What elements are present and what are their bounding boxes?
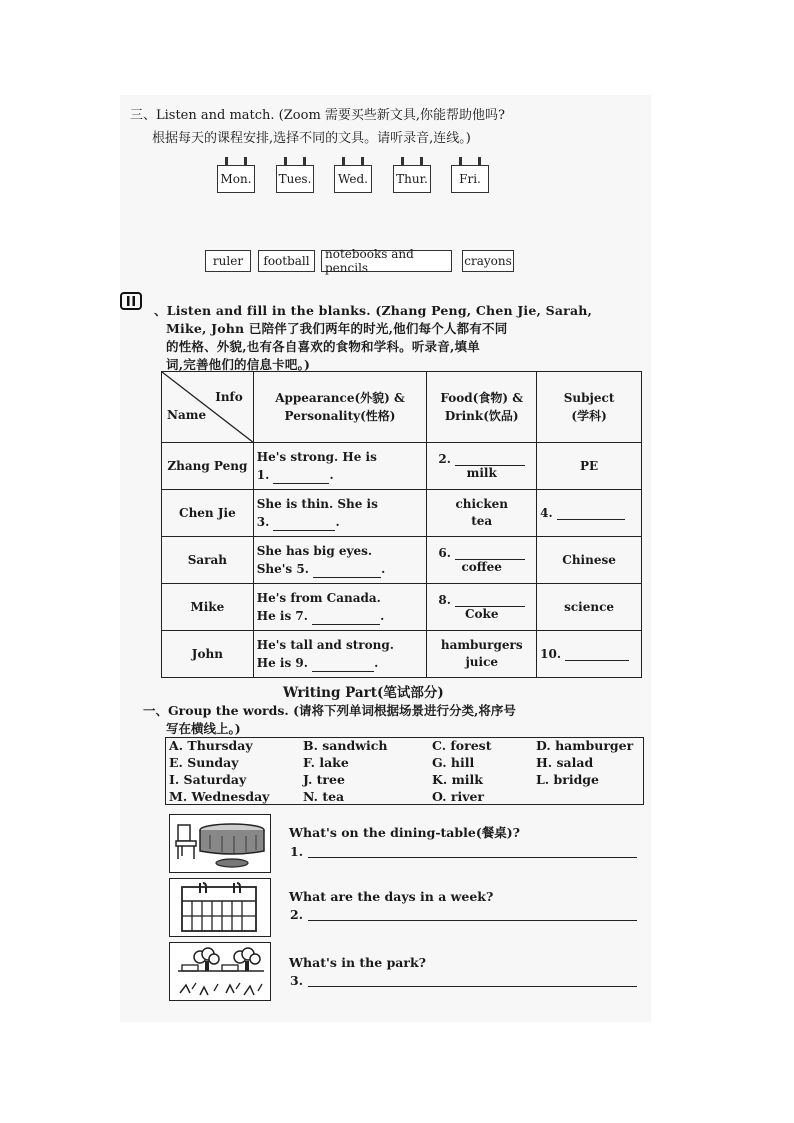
header-appearance-cell (253, 372, 427, 443)
food-line1: 6. (438, 546, 451, 560)
header-subject-cn: (学科) (571, 409, 607, 423)
appearance-line1: He's strong. He is (256, 450, 377, 464)
answer-number: 2. (290, 907, 304, 922)
appearance-line1: He's from Canada. (256, 591, 381, 605)
row-subject: science (537, 584, 642, 631)
header-personality: Personality(性格) (284, 409, 396, 423)
day-label: Fri. (451, 165, 489, 193)
day-label: Mon. (217, 165, 255, 193)
word-item: M. Wednesday (169, 789, 270, 804)
word-item: D. hamburger (536, 738, 634, 753)
row-name: Zhang Peng (162, 443, 254, 490)
word-item: H. salad (536, 755, 594, 770)
row-food-cell (427, 490, 537, 537)
header-appearance: Appearance(外貌) & (275, 391, 405, 405)
word-item: O. river (432, 789, 484, 804)
section-number-icon (120, 292, 142, 310)
food-line1: 8. (438, 593, 451, 607)
row-name: Sarah (162, 537, 254, 584)
word-item: A. Thursday (169, 738, 253, 753)
row-subject: PE (537, 443, 642, 490)
row-appearance-cell: He's tall and strong. He is 9. . (253, 631, 427, 678)
word-item: F. lake (303, 755, 349, 770)
appearance-line2: 1. (256, 468, 270, 482)
header-info-name-cell (162, 372, 254, 443)
answer-underline (308, 920, 637, 921)
answer-blank-1[interactable] (273, 483, 329, 484)
row-appearance-cell: She has big eyes. She's 5. . (253, 537, 427, 584)
day-label: Tues. (276, 165, 314, 193)
row-subject-cell (537, 631, 642, 678)
day-card-tues[interactable] (276, 157, 314, 193)
answer-number: 1. (290, 844, 304, 859)
row-appearance-cell: He's strong. He is 1. . (253, 443, 427, 490)
word-item: K. milk (432, 772, 483, 787)
row-appearance-cell: He's from Canada. He is 7. . (253, 584, 427, 631)
day-card-fri[interactable] (451, 157, 489, 193)
row-name: Mike (162, 584, 254, 631)
food-line2: Coke (464, 607, 499, 621)
appearance-line2: He is 9. (256, 656, 308, 670)
calendar-icon (170, 879, 270, 936)
header-food: Food(食物) & (440, 391, 524, 405)
answer-underline (308, 857, 637, 858)
answer-underline (308, 986, 637, 987)
table-header-row (162, 372, 642, 443)
word-item: G. hill (432, 755, 475, 770)
day-card-thur[interactable] (393, 157, 431, 193)
diagonal-divider-icon (162, 372, 253, 442)
park-icon (170, 943, 270, 1000)
answer-number: 3. (290, 973, 304, 988)
row-subject: 4. (540, 506, 553, 520)
answer-blank-4[interactable] (557, 519, 625, 520)
item-football[interactable]: football (258, 250, 315, 272)
park-picture (169, 942, 271, 1001)
writing-part-title: Writing Part(笔试部分) (283, 685, 444, 701)
section4-instruction-line2: Mike, John 已陪伴了我们两年的时光,他们每个人都有不同 (166, 321, 508, 336)
answer-blank-9[interactable] (312, 671, 374, 672)
row-food-cell (427, 631, 537, 678)
header-name: Name (167, 408, 207, 422)
row-subject: 10. (540, 647, 562, 661)
row-subject-cell (537, 490, 642, 537)
table-row (162, 584, 642, 631)
appearance-line1: She is thin. She is (256, 497, 378, 511)
info-card-table (161, 371, 642, 678)
food-line2: juice (465, 655, 499, 669)
word-item: B. sandwich (303, 738, 388, 753)
table-row (162, 490, 642, 537)
row-name: John (162, 631, 254, 678)
answer-blank-7[interactable] (312, 624, 380, 625)
item-ruler[interactable]: ruler (205, 250, 251, 272)
header-drink: Drink(饮品) (444, 409, 519, 423)
answer-line-2[interactable] (290, 907, 303, 922)
dining-table-icon (170, 815, 270, 872)
appearance-line2: She's 5. (256, 562, 309, 576)
section3-instruction-line2: 根据每天的课程安排,选择不同的文具。请听录音,连线。) (152, 131, 471, 146)
word-item: N. tea (303, 789, 345, 804)
dining-table-picture (169, 814, 271, 873)
header-food-cell (427, 372, 537, 443)
food-line1: hamburgers (440, 638, 523, 652)
answer-line-1[interactable] (290, 844, 303, 859)
question-1-text: What's on the dining-table(餐桌)? (289, 825, 520, 840)
question-2-text: What are the days in a week? (289, 889, 494, 904)
question-3-text: What's in the park? (289, 955, 426, 970)
day-card-wed[interactable] (334, 157, 372, 193)
row-appearance-cell: She is thin. She is 3. . (253, 490, 427, 537)
answer-blank-10[interactable] (565, 660, 629, 661)
row-food-cell (427, 537, 537, 584)
section3-instruction-line1: 三、Listen and match. (Zoom 需要买些新文具,你能帮助他吗? (130, 108, 506, 123)
row-food-cell (427, 584, 537, 631)
food-line2: coffee (461, 560, 502, 574)
group-words-instruction-line2: 写在横线上。) (166, 721, 241, 736)
word-bank (165, 737, 644, 805)
answer-blank-5[interactable] (313, 577, 381, 578)
section4-instruction-line3: 的性格、外貌,也有各自喜欢的食物和学科。听录音,填单 (166, 339, 480, 354)
word-item: E. Sunday (169, 755, 239, 770)
day-label: Thur. (393, 165, 431, 193)
day-card-mon[interactable] (217, 157, 255, 193)
answer-blank-3[interactable] (273, 530, 335, 531)
appearance-line2: He is 7. (256, 609, 308, 623)
appearance-line1: He's tall and strong. (256, 638, 394, 652)
calendar-picture (169, 878, 271, 937)
section4-instruction-line4: 词,完善他们的信息卡吧。) (166, 357, 311, 372)
table-row (162, 631, 642, 678)
word-item: L. bridge (536, 772, 600, 787)
header-subject: Subject (563, 391, 615, 405)
item-notebooks-pencils[interactable]: notebooks and pencils (321, 250, 452, 272)
day-label: Wed. (334, 165, 372, 193)
header-info: Info (215, 390, 243, 404)
header-subject-cell (537, 372, 642, 443)
row-subject: Chinese (537, 537, 642, 584)
answer-line-3[interactable] (290, 973, 303, 988)
section4-instruction-line1: 、Listen and fill in the blanks. (Zhang Peng, Chen Jie, Sarah, (154, 303, 593, 318)
food-line1: 2. (438, 452, 451, 466)
word-item: I. Saturday (169, 772, 247, 787)
food-line1: chicken (455, 497, 509, 511)
word-item: J. tree (303, 772, 345, 787)
table-row (162, 537, 642, 584)
food-line2: milk (466, 466, 497, 480)
food-line2: tea (471, 514, 493, 528)
group-words-instruction-line1: 一、Group the words. (请将下列单词根据场景进行分类,将序号 (143, 703, 516, 718)
appearance-line2: 3. (256, 515, 270, 529)
word-item: C. forest (432, 738, 492, 753)
row-name: Chen Jie (162, 490, 254, 537)
item-crayons[interactable]: crayons (462, 250, 514, 272)
appearance-line1: She has big eyes. (256, 544, 373, 558)
table-row (162, 443, 642, 490)
row-food-cell (427, 443, 537, 490)
